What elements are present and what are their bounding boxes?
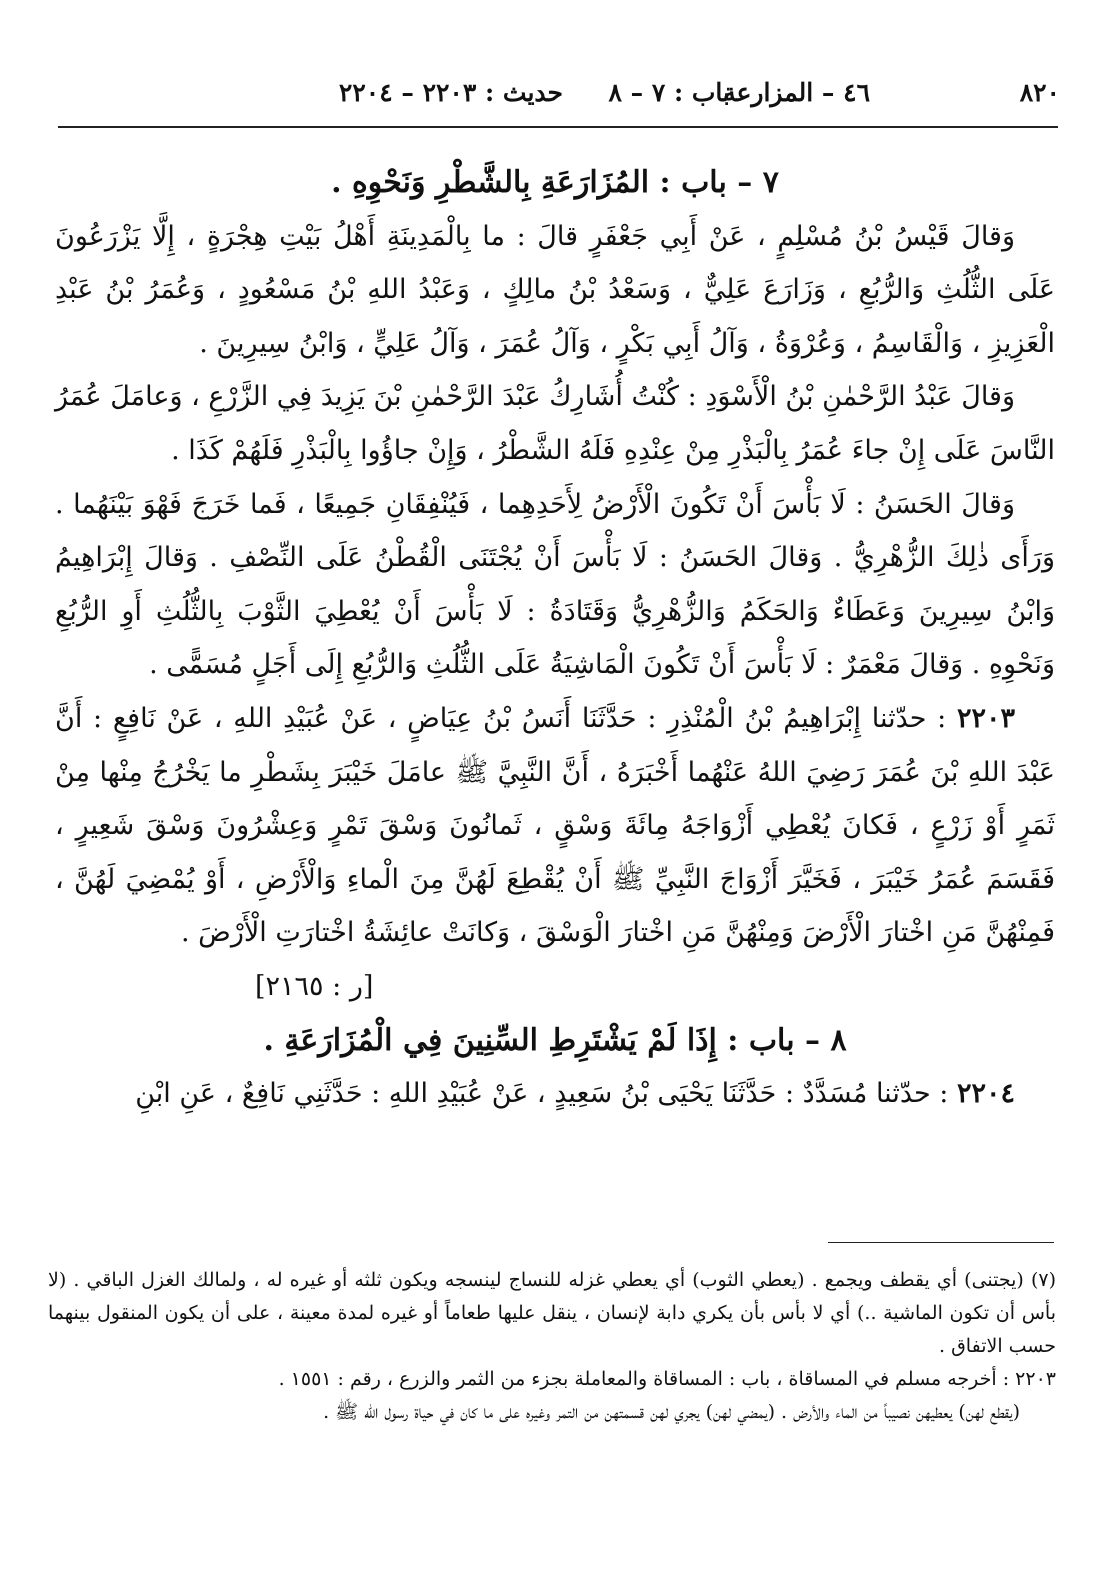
cross-reference: [ر : ٢١٦٥] bbox=[255, 970, 374, 1002]
book-title: ٤٦ – المزارعة bbox=[723, 78, 870, 107]
header-rule bbox=[58, 126, 1058, 128]
paragraph-abdulrahman: وَقالَ عَبْدُ الرَّحْمٰنِ بْنُ الْأَسْوَدِ : كُنْتُ أُشَارِكُ عَبْدَ الرَّحْمٰنِ بْنَ يَزِيدَ فِي الزَّرْعِ ، وَعامَلَ عُمَرُ النَّاسَ عَلَى إِنْ جاءَ عُمَرُ بِالْبَذْرِ مِنْ عِنْدِهِ فَلَهُ الشَّطْرُ ، وَإِنْ جاؤُوا بِالْبَذْرِ فَلَهُمْ كَذَا . bbox=[55, 381, 1055, 466]
hadith-number: ٢٢٠٤ bbox=[956, 1078, 1015, 1110]
page-number: ٨٢٠ bbox=[1019, 78, 1060, 107]
chapter-reference: باب : ٧ – ٨ bbox=[608, 78, 730, 107]
hadith-2204 bbox=[55, 1067, 1055, 1121]
footnote-2203: ٢٢٠٣ : أخرجه مسلم في المساقاة ، باب : المساقاة والمعاملة بجزء من الثمر والزرع ، رقم : ١٥٥١ . bbox=[278, 1368, 1056, 1390]
footnote-2203-glossary: (يقطع لهن) يعطيهن نصيباً من الماء والأرض . (يمضي لهن) يجري لهن قسمتهن من التمر وغيره على ما كان في حياة رسول الله ﷺ . bbox=[323, 1401, 1020, 1423]
footnote-7: (٧) (يجتنى) أي يقطف ويجمع . (يعطي الثوب) أي يعطي غزله للنساج لينسجه ويكون ثلثه أو غيره له ، ولمالك الغزل الباقي . (لا بأس أن تكون الماشية ..) أي لا بأس بأن يكري دابة لإنسان ، ينقل عليها طعاماً أو غيره لمدة معينة ، على أن يكون المنقول بينهما حسب الاتفاق . bbox=[48, 1269, 1056, 1357]
hadith-text: : حدّثنا مُسَدَّدٌ : حَدَّثَنَا يَحْيَى بْنُ سَعِيدٍ ، عَنْ عُبَيْدِ اللهِ : حَدَّثَنِي نَافِعٌ ، عَنِ ابْنِ bbox=[135, 1078, 949, 1110]
hadith-reference: حديث : ٢٢٠٣ – ٢٢٠٤ bbox=[338, 78, 563, 107]
running-header bbox=[200, 78, 1060, 112]
chapter-7-title: ٧ – باب : المُزَارَعَةِ بِالشَّطْرِ وَنَحْوِهِ . bbox=[331, 165, 779, 200]
main-text bbox=[55, 156, 1055, 1121]
hadith-2203 bbox=[55, 692, 1055, 960]
paragraph-qays: وَقالَ قَيْسُ بْنُ مُسْلِمٍ ، عَنْ أَبِي جَعْفَرٍ قالَ : ما بِالْمَدِينَةِ أَهْلُ بَيْتِ هِجْرَةٍ ، إِلَّا يَزْرَعُونَ عَلَى الثُّلُثِ وَالرُّبُعِ ، وَزَارَعَ عَلِيٌّ ، وَسَعْدُ بْنُ مالِكٍ ، وَعَبْدُ اللهِ بْنُ مَسْعُودٍ ، وَعُمَرُ بْنُ عَبْدِ الْعَزِيزِ ، وَالْقَاسِمُ ، وَعُرْوَةُ ، وَآلُ أَبِي بَكْرٍ ، وَآلُ عُمَرَ ، وَآلُ عَلِيٍّ ، وَابْنُ سِيرِينَ . bbox=[55, 220, 1055, 359]
footnote-rule bbox=[828, 1242, 1054, 1243]
chapter-8-title: ٨ – باب : إِذَا لَمْ يَشْتَرِطِ السِّنِينَ فِي الْمُزَارَعَةِ . bbox=[263, 1022, 847, 1058]
paragraph-hasan: وَقالَ الحَسَنُ : لَا بَأْسَ أَنْ تَكُونَ الْأَرْضُ لِأَحَدِهِما ، فَيُنْفِقَانِ جَمِيعًا ، فَما خَرَجَ فَهْوَ بَيْنَهُما . وَرَأَى ذٰلِكَ الزُّهْرِيُّ . وَقالَ الحَسَنُ : لَا بَأْسَ أَنْ يُجْتَنَى الْقُطْنُ عَلَى النِّصْفِ . وَقالَ إِبْرَاهِيمُ وَابْنُ سِيرِينَ وَعَطَاءٌ وَالحَكَمُ وَالزُّهْرِيُّ وَقَتَادَةُ : لَا بَأْسَ أَنْ يُعْطِيَ الثَّوْبَ بِالثُّلُثِ أَوِ الرُّبُعِ وَنَحْوِهِ . وَقالَ مَعْمَرٌ : لَا بَأْسَ أَنْ تَكُونَ الْمَاشِيَةُ عَلَى الثُّلُثِ وَالرُّبُعِ إِلَى أَجَلٍ مُسَمًّى . bbox=[55, 488, 1055, 681]
footnotes bbox=[48, 1264, 1056, 1429]
hadith-number: ٢٢٠٣ bbox=[956, 702, 1015, 734]
hadith-text: : حدّثنا إِبْرَاهِيمُ بْنُ الْمُنْذِرِ : حَدَّثَنَا أَنَسُ بْنُ عِيَاضٍ ، عَنْ عُبَيْدِ اللهِ ، عَنْ نَافِعٍ : أَنَّ عَبْدَ اللهِ بْنَ عُمَرَ رَضِيَ اللهُ عَنْهُما أَخْبَرَهُ ، أَنَّ النَّبِيَّ ﷺ عامَلَ خَيْبَرَ بِشَطْرِ ما يَخْرُجُ مِنْها مِنْ ثَمَرٍ أَوْ زَرْعٍ ، فَكانَ يُعْطِي أَزْوَاجَهُ مِائَةَ وَسْقٍ ، ثَمانُونَ وَسْقَ تَمْرٍ وَعِشْرُونَ وَسْقَ شَعِيرٍ ، فَقَسَمَ عُمَرُ خَيْبَرَ ، فَخَيَّرَ أَزْوَاجَ النَّبِيِّ ﷺ أَنْ يُقْطِعَ لَهُنَّ مِنَ الْماءِ وَالْأَرْضِ ، أَوْ يُمْضِيَ لَهُنَّ ، فَمِنْهُنَّ مَنِ اخْتارَ الْأَرْضَ وَمِنْهُنَّ مَنِ اخْتارَ الْوَسْقَ ، وَكانَتْ عائِشَةُ اخْتارَتِ الْأَرْضَ . bbox=[55, 702, 1055, 949]
